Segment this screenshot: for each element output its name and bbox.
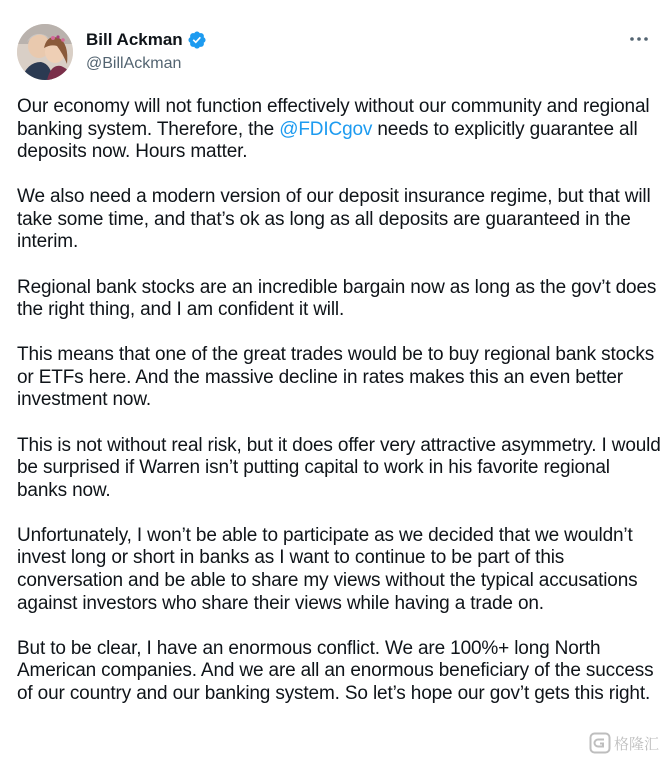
watermark-text: 格隆汇 — [613, 735, 659, 753]
watermark-logo-icon — [589, 732, 611, 754]
tweet-paragraph-6: Unfortunately, I won’t be able to participate as we decided that we wouldn’t invest long or short in banks as I want to continue to be part of this conversation and be able to share my views without the typical accusations against investors who share their views while having a trade on. — [17, 524, 638, 614]
user-handle[interactable]: @BillAckman — [86, 55, 182, 72]
more-options-icon[interactable] — [625, 28, 653, 50]
avatar[interactable] — [17, 24, 73, 80]
tweet-paragraph-1 — [17, 96, 662, 164]
display-name-row — [86, 28, 207, 52]
author-names — [86, 28, 207, 73]
tweet-header — [17, 24, 665, 80]
tweet-paragraph-7: But to be clear, I have an enormous conflict. We are 100%+ long North American companies. And we are all an enormous beneficiary of the success of our country and our banking system. So let’s hope our gov’t gets this right. — [17, 637, 654, 704]
tweet-paragraph-5: This is not without real risk, but it does offer very attractive asymmetry. I would be surprised if Warren isn’t putting capital to work in his favorite regional banks now. — [17, 434, 661, 501]
display-name[interactable]: Bill Ackman — [86, 30, 183, 49]
tweet-text — [17, 96, 662, 728]
verified-badge-icon[interactable] — [187, 30, 207, 50]
mention-link[interactable]: @FDICgov — [279, 118, 373, 140]
tweet-paragraph-2: We also need a modern version of our deposit insurance regime, but that will take some time, and that’s ok as long as all deposits are guaranteed in the interim. — [17, 186, 651, 253]
avatar-photo — [17, 24, 73, 80]
paragraph-text: Our economy will not function effectively without our community and regional banking system. Therefore, the — [17, 96, 650, 140]
tweet-paragraph-4: This means that one of the great trades would be to buy regional bank stocks or ETFs here. And the massive decline in rates makes this an even better investment now. — [17, 344, 655, 411]
paragraph-text: needs to explicitly guarantee all deposits now. Hours matter. — [17, 118, 638, 163]
watermark — [589, 732, 659, 754]
tweet-paragraph-3: Regional bank stocks are an incredible bargain now as long as the gov’t does the right thing, and I am confident it will. — [17, 276, 657, 321]
